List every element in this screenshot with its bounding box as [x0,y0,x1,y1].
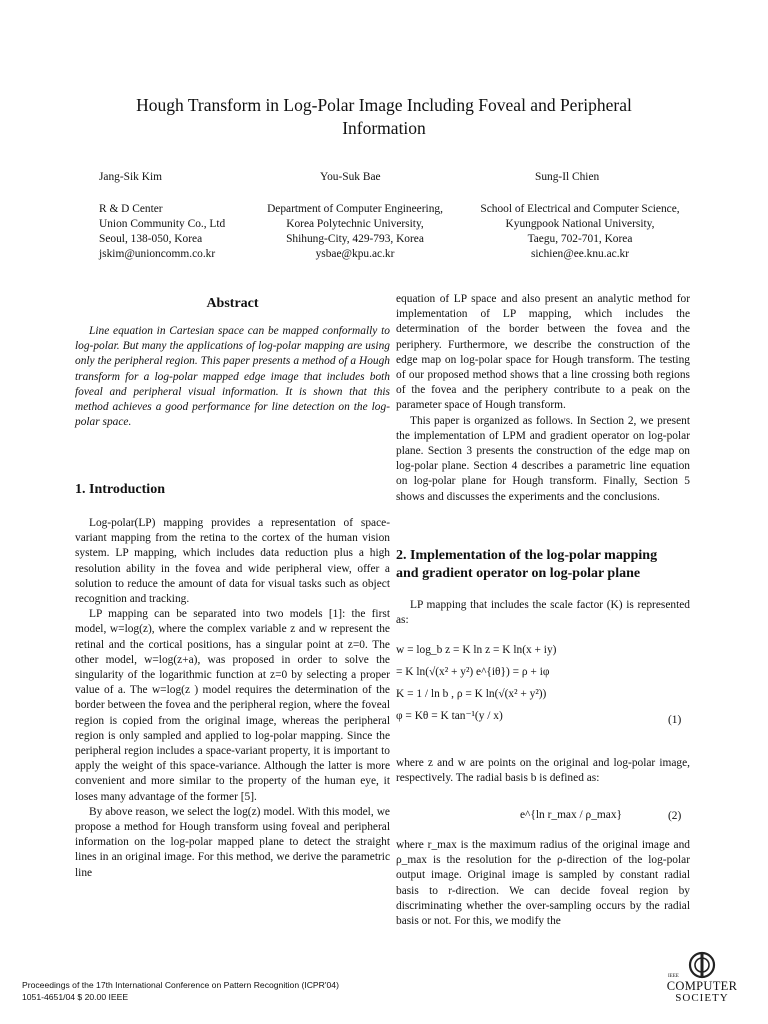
affil-line: Seoul, 138-050, Korea [99,233,203,245]
footer-line-1: Proceedings of the 17th International Conference on Pattern Recognition (ICPR'04) [22,980,339,990]
abstract-heading: Abstract [206,296,259,311]
intro-paragraph-1: Log-polar(LP) mapping provides a representation of space-variant mapping from the retina to the cortex of the human vision system. LP mapping, which includes data reduction plus a high resolution ability in the fovea and wide peripheral view, offer a solution to reduce the amount of data for visual tasks such as object recognition and tracking. [75,517,390,606]
right-paragraph-1: equation of LP space and also present an analytic method for implementation of LP mapping, which includes the determination of the border between the fovea and the periphery. Furthermore, we describe the construction of the edge map on log-polar space for Hough transform. The testing of our proposed method shows that a line crossing both regions of the fovea and the periphery contribute to a peak on the parameter space of Hough transform. [396,293,690,412]
author-3-affiliation [470,202,690,262]
right-paragraph-2: This paper is organized as follows. In Section 2, we present the implementation of LPM and gradient operator on log-polar plane. Section 3 presents the construction of the edge map on log-polar plane. Section 4 describes a parametric line equation on log-polar plane for Hough transform. Finally, Section 5 shows and discusses the experiments and the conclusions. [396,414,690,503]
paper-title [60,94,708,140]
section-1-heading: 1. Introduction [75,482,165,497]
logo-line-2: SOCIETY [675,992,729,1004]
computer-society-logo [662,950,742,1010]
affil-line: R & D Center [99,203,163,215]
equation-1-number: (1) [668,714,682,726]
section-2-intro [396,598,690,628]
footer-line-2: 1051-4651/04 $ 20.00 IEEE [22,992,129,1002]
equation-1 [396,643,556,731]
author-3-name: Sung-Il Chien [535,171,600,183]
equation-1-line-1: w = log_b z = K ln z = K ln(x + iy) [396,644,557,656]
author-3-email: sichien@ee.knu.ac.kr [530,248,630,260]
proceedings-footer [22,979,339,1003]
equation-1-explanation [396,756,690,786]
author-2-email: ysbae@kpu.ac.kr [315,248,395,260]
affil-line: Kyungpook National University, [505,218,655,230]
title-line-1: Hough Transform in Log-Polar Image Including Foveal and Peripheral [136,95,632,115]
equation-2-explanation [396,838,690,929]
affil-line: Taegu, 702-701, Korea [527,233,633,245]
intro-body [75,516,390,881]
affil-line: Union Community Co., Ltd [99,218,226,230]
intro-paragraph-2: LP mapping can be separated into two models [1]: the first model, w=log(z), where the complex variable z and w represent the retinal and the cortical positions, has a singular point at z=0. The other model, w=log(z+a), was proposed in order to solve the singularity of the logarithmic function at z=0 by selecting a proper value of a. The w=log(z ) model requires the determination of the border between the fovea and the peripheral region, where the foveal region is copied from the original image, whereas the peripheral region is only sampled and applied to log-polar mapping. Since the peripheral region includes a space-variant property, it is important to apply the weight of this space-variance. Although the latter is more convenient and more similar to the property of the human eye, it loses many advantage of the former [5]. [75,608,390,803]
right-paragraph-5: where r_max is the maximum radius of the original image and ρ_max is the resolution for the ρ-direction of the log-polar output image. Original image is sampled by constant radial basis to r-direction. We can decide foveal region by discriminating whether the over-sampling occurs by the radial basis or not. For this, we modify the [396,839,690,928]
section-2-paragraph-1: LP mapping that includes the scale factor (K) is represented as: [396,599,690,627]
section-2-heading-line-1: 2. Implementation of the log-polar mapping [396,548,658,563]
equation-1-line-4: φ = Kθ = K tan⁻¹(y / x) [396,710,503,722]
right-paragraph-4: where z and w are points on the original and log-polar image, respectively. The radial basis b is defined as: [396,757,690,785]
abstract-text [75,324,390,430]
right-column-body [396,292,690,505]
author-2-affiliation [255,202,455,262]
author-1-affiliation [99,202,225,262]
abstract-paragraph: Line equation in Cartesian space can be mapped conformally to log-polar. But many the applications of log-polar mapping are using only the peripheral region. This paper presents a method of a Hough transform for a log-polar mapped edge image that includes both foveal and peripheral visual information. It is shown that this method achieves a good performance for line detection on the log-polar space. [75,325,390,429]
section-2-heading [396,547,696,583]
equation-2-number: (2) [668,810,682,822]
author-1-email: jskim@unioncomm.co.kr [99,248,216,260]
affil-line: Korea Polytechnic University, [286,218,424,230]
logo-ieee-text: IEEE [668,974,679,979]
affil-line: Shihung-City, 429-793, Korea [286,233,424,245]
author-2-name: You-Suk Bae [320,171,381,183]
equation-1-line-2: = K ln(√(x² + y²) e^{iθ}) = ρ + iφ [396,666,550,678]
equation-2: e^{ln r_max / ρ_max} [520,809,622,821]
title-line-2: Information [342,118,426,138]
logo-line-1: COMPUTER [666,979,738,993]
equation-1-line-3: K = 1 / ln b , ρ = K ln(√(x² + y²)) [396,688,547,700]
author-1-name: Jang-Sik Kim [99,171,162,183]
affil-line: School of Electrical and Computer Science, [480,203,680,215]
intro-paragraph-3: By above reason, we select the log(z) model. With this model, we propose a method for Hough transform using foveal and peripheral information on the log-polar mapped plane to detect the straight lines in an original image. For this method, we derive the parametric line [75,805,390,879]
affil-line: Department of Computer Engineering, [267,203,443,215]
section-2-heading-line-2: and gradient operator on log-polar plane [396,566,641,581]
